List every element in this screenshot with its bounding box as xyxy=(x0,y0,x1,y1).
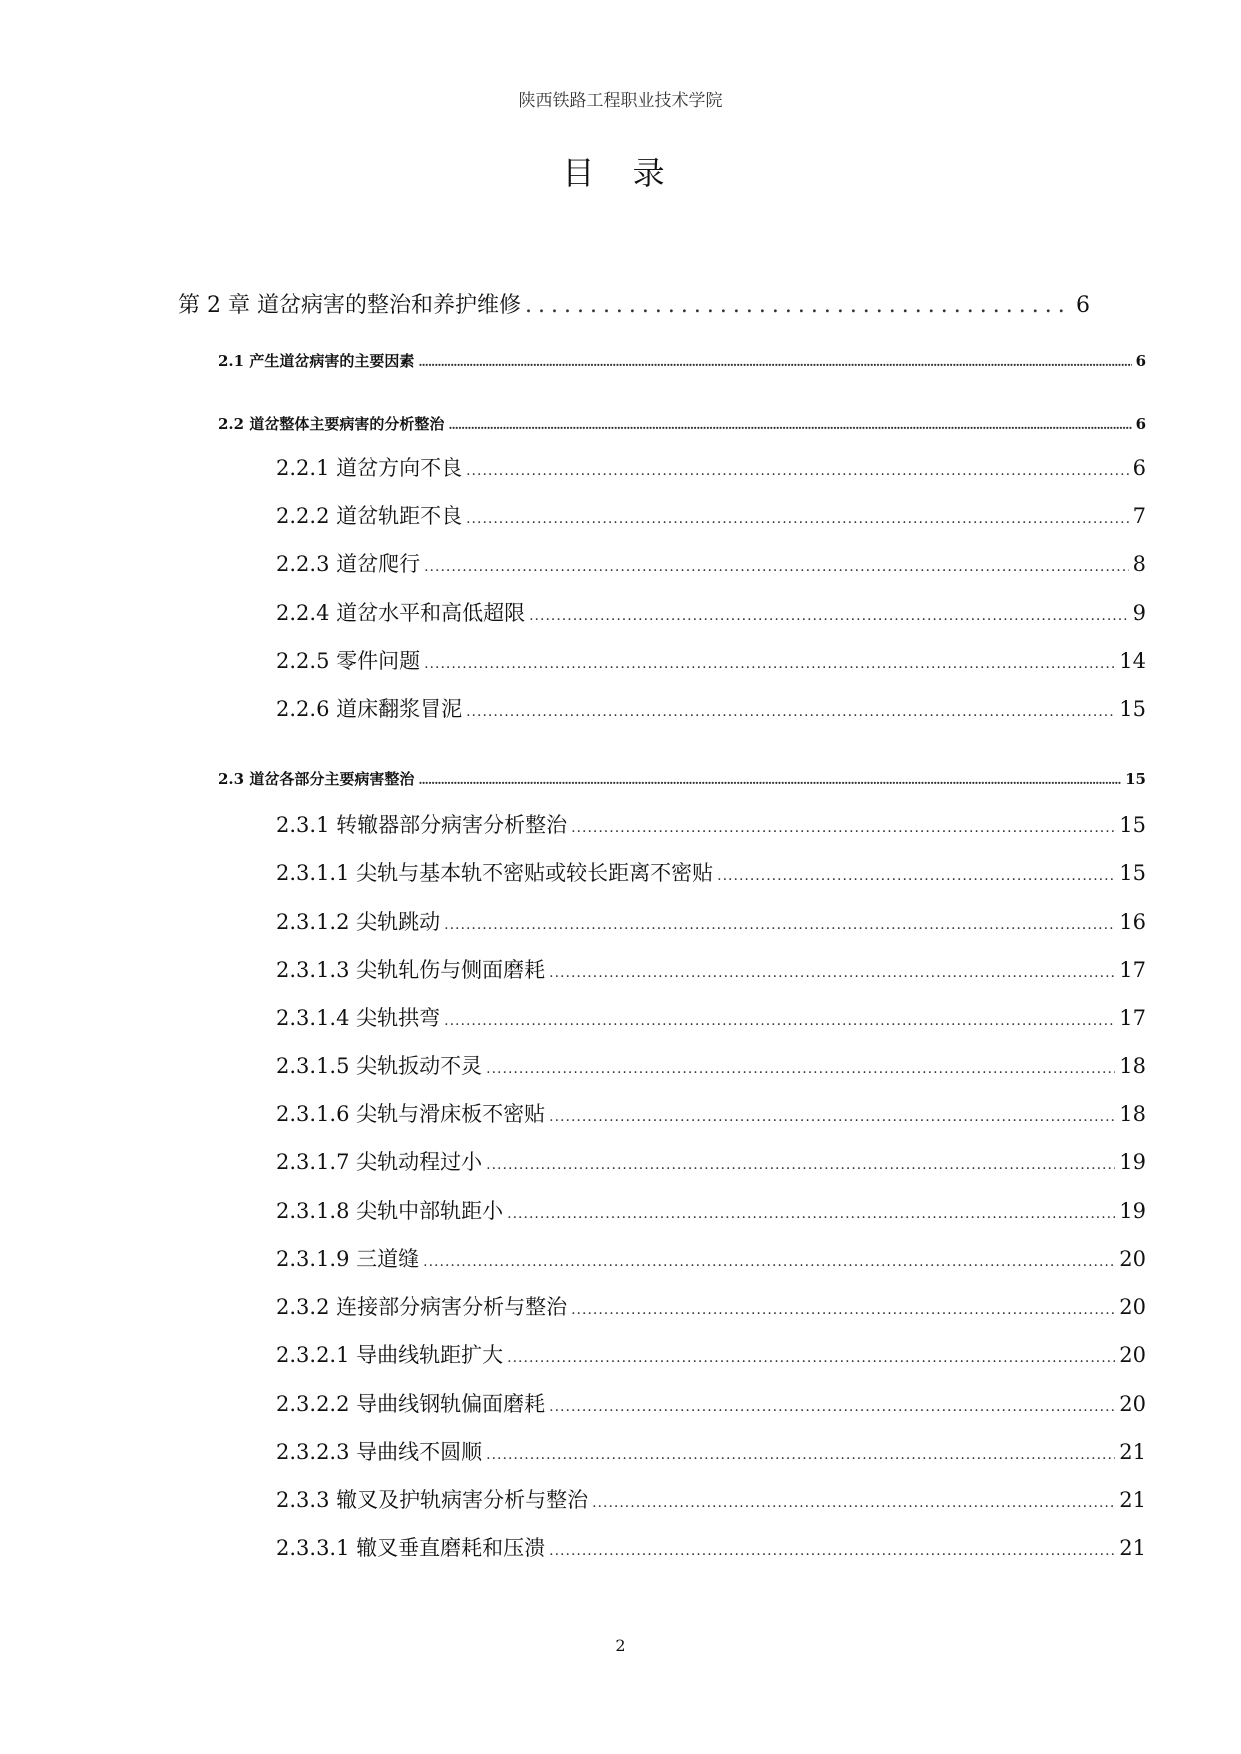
toc-leader xyxy=(448,418,1131,432)
toc-entry-subsection[interactable] xyxy=(276,1484,1146,1514)
toc-entry-text: 2.3.3 辙叉及护轨病害分析与整治 xyxy=(276,1488,589,1512)
toc-entry-text: 2.3.1.1 尖轨与基本轨不密贴或较长距离不密贴 xyxy=(276,861,714,885)
toc-entry-text: 2.3.2.1 导曲线轨距扩大 xyxy=(276,1343,504,1367)
toc-entry-page: 15 xyxy=(1125,770,1146,788)
toc-entry-text: 2.3.1.5 尖轨扳动不灵 xyxy=(276,1054,483,1078)
toc-entry-page: 15 xyxy=(1119,813,1146,837)
page-number: 2 xyxy=(615,1636,626,1655)
toc-leader xyxy=(507,1350,1115,1366)
toc-leader xyxy=(549,965,1115,981)
toc-entry-subsection[interactable] xyxy=(276,1388,1146,1418)
toc-entry-text: 2.3.1 转辙器部分病害分析整治 xyxy=(276,813,568,837)
toc-entry-subsection[interactable] xyxy=(276,1050,1146,1080)
toc-entry-page: 19 xyxy=(1119,1199,1146,1223)
toc-entry-page: 20 xyxy=(1119,1247,1146,1271)
toc-entry-section[interactable] xyxy=(218,413,1146,434)
toc-entry-text: 2.3.1.6 尖轨与滑床板不密贴 xyxy=(276,1102,546,1126)
toc-entry-page: 6 xyxy=(1076,293,1090,318)
toc-entry-subsection[interactable] xyxy=(276,1098,1146,1128)
toc-entry-chapter[interactable] xyxy=(178,288,1090,319)
toc-leader xyxy=(466,463,1129,479)
toc-entry-page: 20 xyxy=(1119,1343,1146,1367)
toc-entry-subsection[interactable] xyxy=(276,809,1146,839)
page-title: 目 录 xyxy=(562,154,679,192)
toc-entry-text: 2.3.2.2 导曲线钢轨偏面磨耗 xyxy=(276,1392,546,1416)
toc-entry-subsection[interactable] xyxy=(276,1291,1146,1321)
toc-entry-page: 21 xyxy=(1119,1440,1146,1464)
toc-leader xyxy=(424,559,1129,575)
toc-entry-page: 15 xyxy=(1119,861,1146,885)
toc-entry-page: 21 xyxy=(1119,1488,1146,1512)
toc-entry-page: 18 xyxy=(1119,1102,1146,1126)
toc-entry-page: 15 xyxy=(1119,697,1146,721)
toc-entry-subsection[interactable] xyxy=(276,1339,1146,1369)
toc-leader xyxy=(466,511,1129,527)
toc-entry-subsection[interactable] xyxy=(276,1195,1146,1225)
toc-leader xyxy=(549,1543,1115,1559)
toc-leader xyxy=(571,820,1115,836)
toc-entry-text: 2.3.1.2 尖轨跳动 xyxy=(276,910,441,934)
toc-entry-page: 16 xyxy=(1119,910,1146,934)
toc-leader xyxy=(486,1157,1115,1173)
toc-leader xyxy=(529,608,1129,624)
toc-entry-subsection[interactable] xyxy=(276,857,1146,887)
toc-entry-text: 2.3 道岔各部分主要病害整治 xyxy=(218,770,415,788)
toc-entry-page: 6 xyxy=(1135,415,1146,433)
toc-entry-text: 2.2.6 道床翻浆冒泥 xyxy=(276,697,463,721)
toc-entry-text: 2.2.5 零件问题 xyxy=(276,649,421,673)
toc-entry-subsection[interactable] xyxy=(276,1243,1146,1273)
toc-entry-page: 6 xyxy=(1135,352,1146,370)
toc-entry-text: 2.2.3 道岔爬行 xyxy=(276,552,421,576)
toc-entry-subsection[interactable] xyxy=(276,954,1146,984)
toc-entry-text: 2.3.1.9 三道缝 xyxy=(276,1247,420,1271)
toc-entry-page: 9 xyxy=(1132,601,1146,625)
toc-leader xyxy=(466,704,1115,720)
toc-entry-text: 2.1 产生道岔病害的主要因素 xyxy=(218,352,415,370)
toc-leader xyxy=(486,1061,1115,1077)
toc-entry-subsection[interactable] xyxy=(276,597,1146,627)
toc-entry-page: 7 xyxy=(1132,504,1146,528)
toc-entry-subsection[interactable] xyxy=(276,1532,1146,1562)
toc-entry-page: 17 xyxy=(1119,958,1146,982)
toc-entry-subsection[interactable] xyxy=(276,500,1146,530)
toc-leader xyxy=(423,1254,1115,1270)
toc-entry-text: 2.3.3.1 辙叉垂直磨耗和压溃 xyxy=(276,1536,546,1560)
toc-entry-subsection[interactable] xyxy=(276,452,1146,482)
toc-leader xyxy=(571,1302,1115,1318)
toc-leader xyxy=(424,656,1115,672)
toc-leader xyxy=(418,355,1131,369)
toc-entry-text: 2.3.1.4 尖轨拱弯 xyxy=(276,1006,441,1030)
toc-leader xyxy=(486,1447,1115,1463)
toc-leader xyxy=(549,1399,1115,1415)
toc-entry-text: 2.3.1.7 尖轨动程过小 xyxy=(276,1150,483,1174)
toc-entry-subsection[interactable] xyxy=(276,906,1146,936)
toc-entry-page: 21 xyxy=(1119,1536,1146,1560)
toc-entry-section[interactable] xyxy=(218,350,1146,371)
toc-entry-page: 6 xyxy=(1132,456,1146,480)
toc-leader xyxy=(525,293,1072,318)
toc-entry-text: 2.3.1.3 尖轨轧伤与侧面磨耗 xyxy=(276,958,546,982)
toc-entry-section[interactable] xyxy=(218,768,1146,789)
toc-entry-subsection[interactable] xyxy=(276,1436,1146,1466)
toc-entry-subsection[interactable] xyxy=(276,1146,1146,1176)
toc-entry-text: 2.2.2 道岔轨距不良 xyxy=(276,504,463,528)
toc-entry-text: 2.2 道岔整体主要病害的分析整治 xyxy=(218,415,445,433)
toc-entry-text: 2.3.1.8 尖轨中部轨距小 xyxy=(276,1199,504,1223)
toc-entry-text: 2.3.2.3 导曲线不圆顺 xyxy=(276,1440,483,1464)
toc-entry-text: 2.2.1 道岔方向不良 xyxy=(276,456,463,480)
toc-leader xyxy=(717,868,1115,884)
toc-entry-subsection[interactable] xyxy=(276,548,1146,578)
toc-entry-text: 2.2.4 道岔水平和高低超限 xyxy=(276,601,526,625)
toc-leader xyxy=(592,1495,1115,1511)
toc-entry-page: 20 xyxy=(1119,1392,1146,1416)
toc-entry-page: 19 xyxy=(1119,1150,1146,1174)
toc-entry-text: 第 2 章 道岔病害的整治和养护维修 xyxy=(178,293,521,318)
toc-entry-subsection[interactable] xyxy=(276,1002,1146,1032)
toc-entry-text: 2.3.2 连接部分病害分析与整治 xyxy=(276,1295,568,1319)
toc-entry-page: 17 xyxy=(1119,1006,1146,1030)
toc-leader xyxy=(549,1109,1115,1125)
toc-entry-subsection[interactable] xyxy=(276,645,1146,675)
toc-entry-page: 18 xyxy=(1119,1054,1146,1078)
toc-leader xyxy=(418,773,1121,787)
toc-entry-subsection[interactable] xyxy=(276,693,1146,723)
toc-entry-page: 14 xyxy=(1119,649,1146,673)
toc-entry-page: 8 xyxy=(1132,552,1146,576)
toc-leader xyxy=(444,1013,1115,1029)
toc-leader xyxy=(444,917,1115,933)
toc-leader xyxy=(507,1206,1115,1222)
page-header: 陕西铁路工程职业技术学院 xyxy=(518,91,723,111)
toc-entry-page: 20 xyxy=(1119,1295,1146,1319)
